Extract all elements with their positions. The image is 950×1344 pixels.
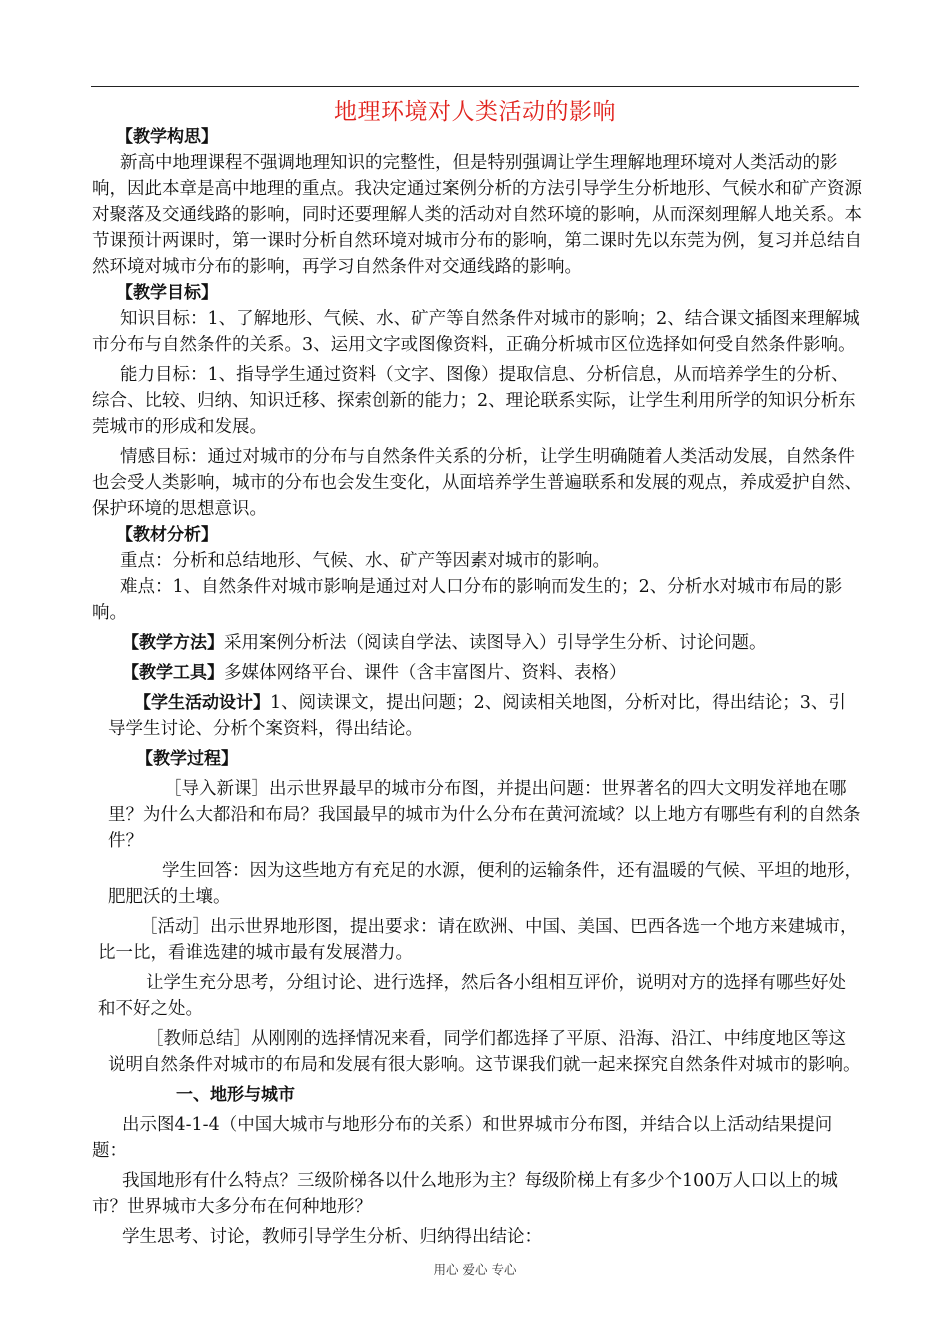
paragraph-dixing-3: 学生思考、讨论，教师引导学生分析、归纳得出结论：: [122, 1227, 542, 1247]
paragraph-knowledge-goal: 知识目标：1、了解地形、气候、水、矿产等自然条件对城市的影响；2、结合课文插图来理解城市分布与自然条件的关系。3、运用文字或图像资料，正确分析城市区位选择如何受自然条件影响。: [92, 309, 860, 355]
paragraph-activity: ［活动］出示世界地形图，提出要求：请在欧洲、中国、美国、巴西各选一个地方来建城市，比一比，看谁选建的城市最有发展潜力。: [98, 917, 858, 963]
paragraph-dixing-1: 出示图4-1-4（中国大城市与地形分布的关系）和世界城市分布图，并结合以上活动结果提问题：: [92, 1115, 833, 1161]
paragraph-key-point: 重点：分析和总结地形、气候、水、矿产等因素对城市的影响。: [120, 551, 610, 571]
header-rule: [91, 86, 859, 87]
heading-jiaocai: 【教材分析】: [116, 525, 218, 545]
tools-text: 多媒体网络平台、课件（含丰富图片、资料、表格）: [224, 663, 627, 683]
heading-dixing: 一、地形与城市: [176, 1085, 295, 1105]
document-body: [92, 124, 862, 1250]
paragraph-tools: [92, 660, 862, 686]
method-text: 采用案例分析法（阅读自学法、读图导入）引导学生分析、讨论问题。: [224, 633, 767, 653]
document-title: 地理环境对人类活动的影响: [334, 99, 616, 125]
paragraph-gouxiang: 新高中地理课程不强调地理知识的完整性，但是特别强调让学生理解地理环境对人类活动的影响，因此本章是高中地理的重点。我决定通过案例分析的方法引导学生分析地形、气候水和矿产资源对聚落及交通线路的影响，同时还要理解人类的活动对自然环境的影响，从而深刻理解人地关系。本节课预计两课时，第一课时分析自然环境对城市分布的影响，第二课时先以东莞为例，复习并总结自然环境对城市分布的影响，再学习自然条件对交通线路的影响。: [92, 153, 862, 277]
paragraph-method: [92, 630, 862, 656]
heading-guocheng: 【教学过程】: [136, 749, 238, 769]
paragraph-teacher-summary: ［教师总结］从刚刚的选择情况来看，同学们都选择了平原、沿海、沿江、中纬度地区等这说明自然条件对城市的布局和发展有很大影响。这节课我们就一起来探究自然条件对城市的影响。: [108, 1029, 861, 1075]
page-footer: 用心 爱心 专心: [433, 1262, 517, 1277]
paragraph-dixing-2: 我国地形有什么特点？三级阶梯各以什么地形为主？每级阶梯上有多少个100万人口以上的城市？世界城市大多分布在何种地形？: [92, 1171, 838, 1217]
paragraph-student-answer: 学生回答：因为这些地方有充足的水源，便利的运输条件，还有温暖的气候、平坦的地形，肥肥沃的土壤。: [108, 861, 862, 907]
heading-fangfa: 【教学方法】: [122, 633, 224, 653]
paragraph-difficulty: [70, 574, 862, 626]
heading-huodong: 【学生活动设计】: [134, 693, 270, 713]
paragraph-emotion-goal: 情感目标：通过对城市的分布与自然条件关系的分析，让学生明确随着人类活动发展，自然条件也会受人类影响，城市的分布也会发生变化，从面培养学生普遍联系和发展的观点，养成爱护自然、保护环境的思想意识。: [92, 447, 862, 519]
paragraph-activities: [92, 690, 862, 742]
heading-gouxiang: 【教学构思】: [116, 127, 218, 147]
heading-mubiao: 【教学目标】: [116, 283, 218, 303]
activities-text: 1、阅读课文，提出问题；2、阅读相关地图，分析对比，得出结论；3、引导学生讨论、分析个案资料，得出结论。: [108, 693, 846, 739]
heading-gongju: 【教学工具】: [122, 663, 224, 683]
paragraph-discussion: 让学生充分思考，分组讨论、进行选择，然后各小组相互评价，说明对方的选择有哪些好处和不好之处。: [98, 973, 846, 1019]
paragraph-ability-goal: 能力目标：1、指导学生通过资料（文字、图像）提取信息、分析信息，从而培养学生的分析、综合、比较、归纳、知识迁移、探索创新的能力；2、理论联系实际，让学生利用所学的知识分析东莞城市的形成和发展。: [92, 365, 856, 437]
paragraph-intro: ［导入新课］出示世界最早的城市分布图，并提出问题：世界著名的四大文明发祥地在哪里？为什么大都沿和布局？我国最早的城市为什么分布在黄河流域？以上地方有哪些有利的自然条件？: [108, 779, 861, 851]
difficulty-text: 难点：1、自然条件对城市影响是通过对人口分布的影响而发生的；2、分析水对城市布局的影响。: [92, 577, 843, 623]
